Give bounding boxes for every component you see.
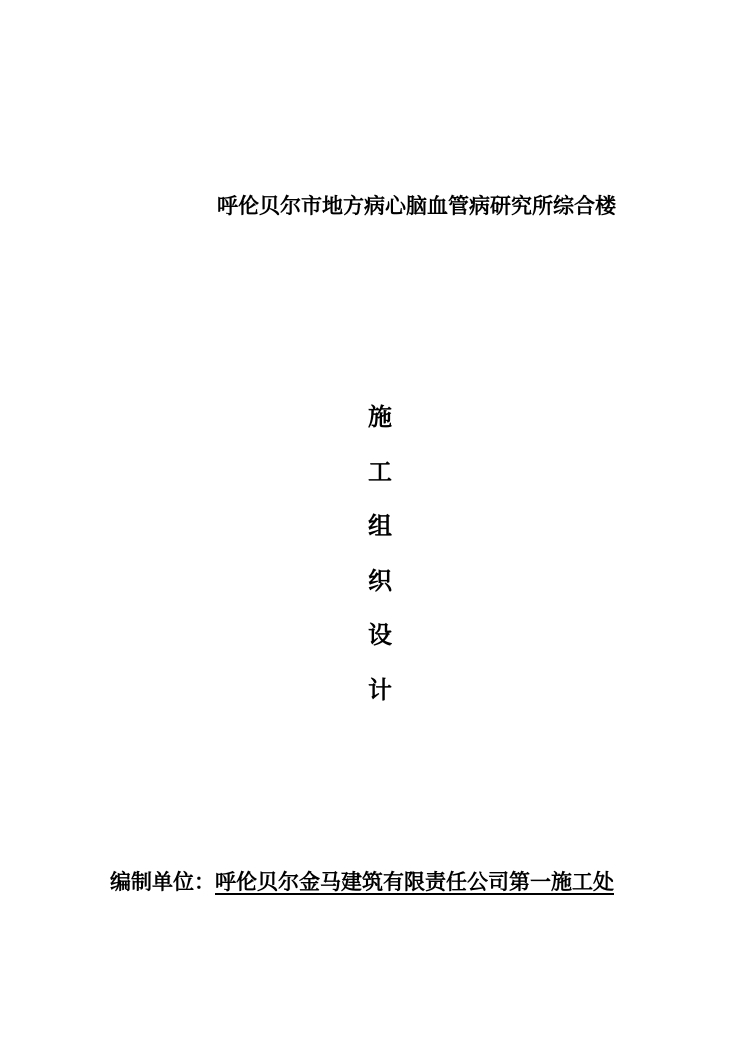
vertical-title <box>366 391 394 718</box>
compiler-line <box>110 866 614 896</box>
vertical-title-char-1: 施 <box>368 404 392 431</box>
vertical-title-char-6: 计 <box>368 676 392 704</box>
vertical-title-char-5: 设 <box>368 622 392 649</box>
project-title: 呼伦贝尔市地方病心脑血管病研究所综合楼 <box>217 195 616 218</box>
compiler-unit: 呼伦贝尔金马建筑有限责任公司第一施工处 <box>215 871 614 894</box>
vertical-title-char-3: 组 <box>368 513 392 540</box>
vertical-title-char-2: 工 <box>368 458 392 486</box>
compiler-label: 编制单位： <box>110 871 215 894</box>
vertical-title-char-4: 织 <box>368 567 392 595</box>
